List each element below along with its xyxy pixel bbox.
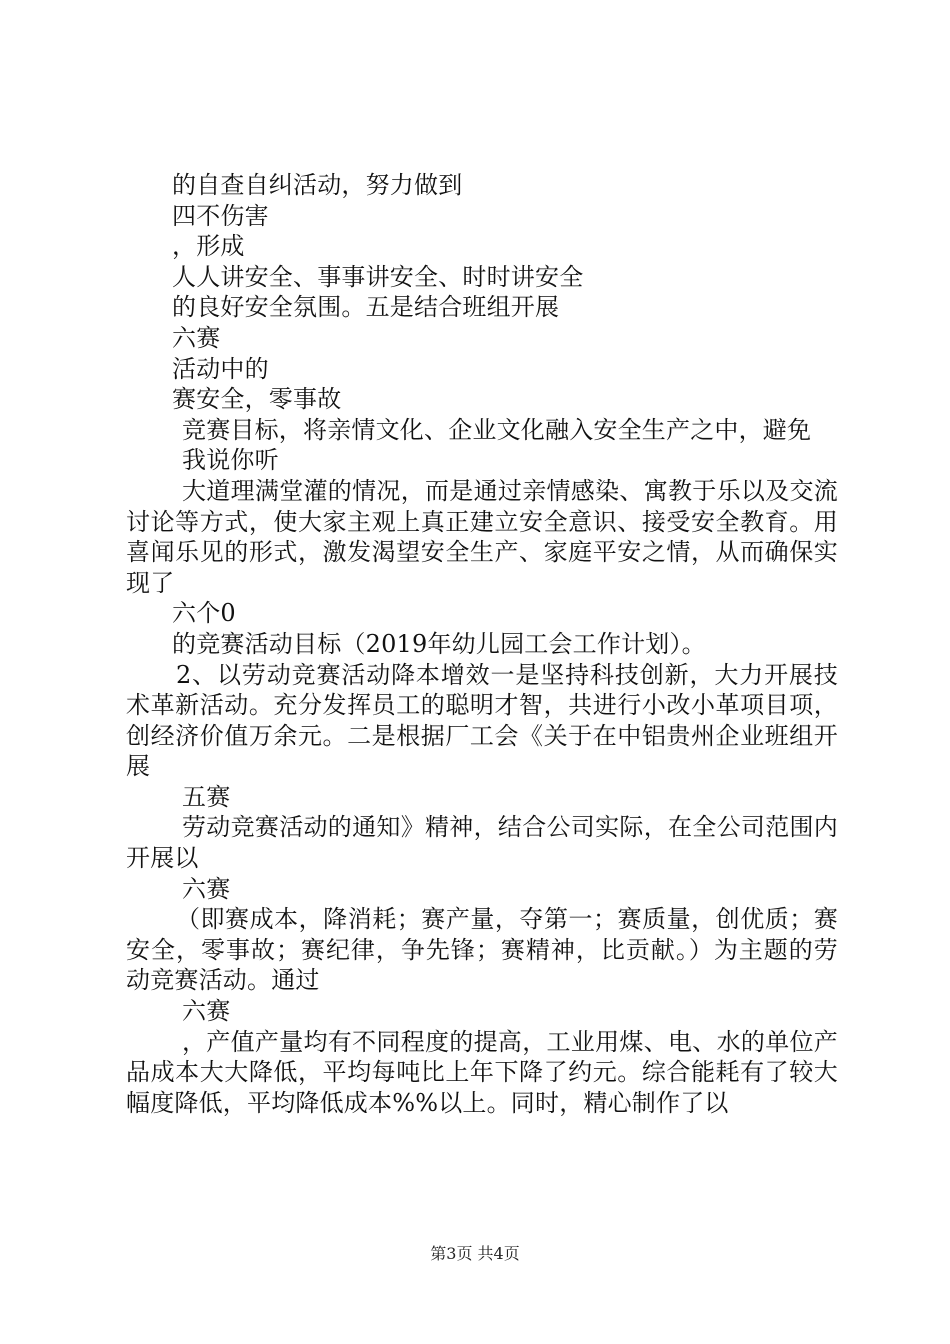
text-line: 人人讲安全、事事讲安全、时时讲安全 bbox=[172, 262, 584, 291]
document-body bbox=[126, 170, 838, 1118]
text-paragraph: 大道理满堂灌的情况，而是通过亲情感染、寓教于乐以及交流讨论等方式，使大家主观上真正建立安全意识、接受安全教育。用喜闻乐见的形式，激发渴望安全生产、家庭平安之情，从而确保实现了 bbox=[126, 476, 838, 597]
text-line: 四不伤害 bbox=[172, 201, 269, 230]
text-paragraph: 竞赛目标，将亲情文化、企业文化融入安全生产之中，避免 bbox=[182, 415, 812, 444]
text-line: 六个0 bbox=[172, 599, 236, 628]
text-line: 的自查自纠活动，努力做到 bbox=[172, 171, 463, 199]
text-line: 六赛 bbox=[172, 323, 221, 352]
text-paragraph: 劳动竞赛活动的通知》精神，结合公司实际，在全公司范围内开展以 bbox=[126, 813, 838, 873]
text-line: 的良好安全氛围。五是结合班组开展 bbox=[172, 293, 560, 322]
text-line: 六赛 bbox=[182, 874, 231, 903]
text-paragraph: ，产值产量均有不同程度的提高，工业用煤、电、水的单位产品成本大大降低，平均每吨比上年下降了约元。综合能耗有了较大幅度降低，平均降低成本%%以上。同时，精心制作了以 bbox=[126, 1027, 838, 1117]
text-paragraph: （即赛成本，降消耗；赛产量，夺第一；赛质量，创优质；赛安全，零事故；赛纪律，争先锋；赛精神，比贡献。）为主题的劳动竞赛活动。通过 bbox=[126, 905, 838, 995]
text-line: 我说你听 bbox=[182, 446, 279, 475]
text-paragraph: 2、以劳动竞赛活动降本增效一是坚持科技创新，大力开展技术革新活动。充分发挥员工的聪明才智，共进行小改小革项目项，创经济价值万余元。二是根据厂工会《关于在中铝贵州企业班组开展 bbox=[126, 660, 838, 781]
text-line: 六赛 bbox=[182, 997, 231, 1026]
page-footer bbox=[0, 1244, 950, 1264]
page-number: 第3页 共4页 bbox=[430, 1244, 520, 1263]
text-line: 的竞赛活动目标（2019年幼儿园工会工作计划）。 bbox=[172, 629, 706, 658]
text-line: 赛安全，零事故 bbox=[172, 385, 342, 414]
text-line: 五赛 bbox=[182, 782, 231, 811]
text-line: ，形成 bbox=[172, 232, 245, 261]
text-line: 活动中的 bbox=[172, 354, 269, 383]
